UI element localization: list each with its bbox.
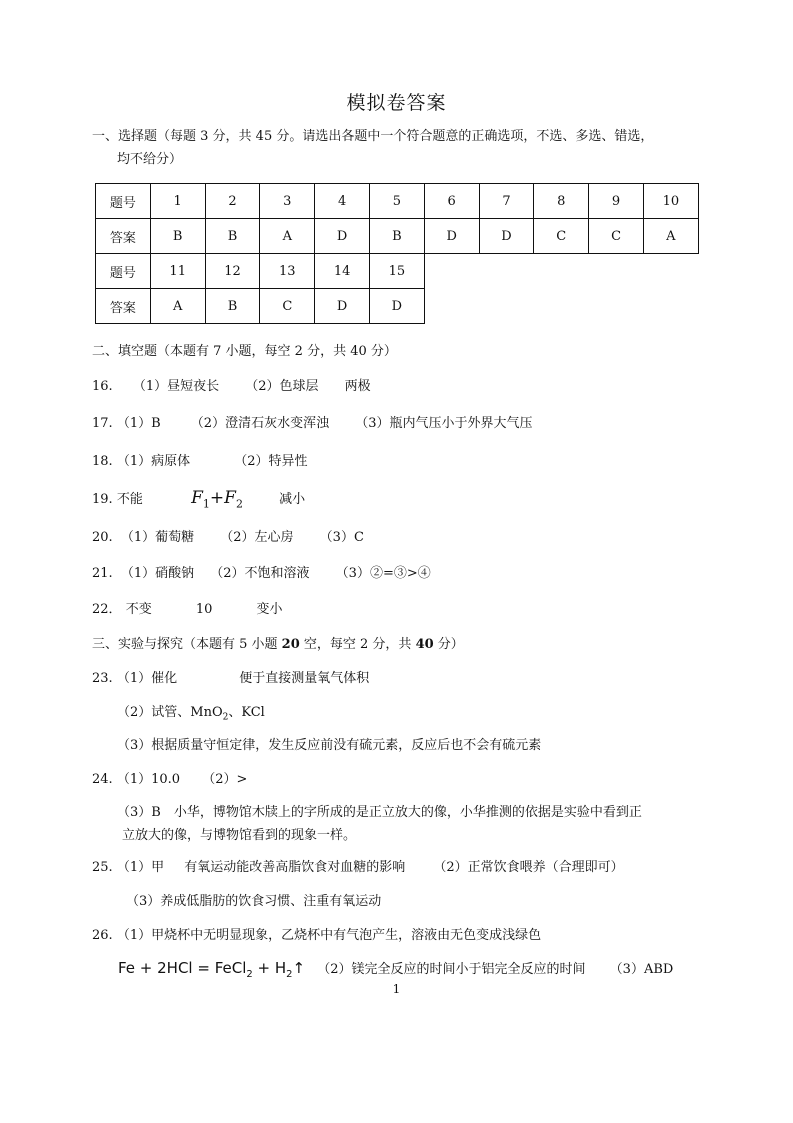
table-row-nums-b xyxy=(96,254,699,289)
table-cell: 7 xyxy=(479,184,534,219)
question-number: 24. xyxy=(92,772,113,787)
answer-part: （3）②=③>④ xyxy=(335,566,431,581)
table-row-ans-a xyxy=(96,219,699,254)
question-26 xyxy=(92,926,541,946)
answer-part: 10 xyxy=(195,602,213,617)
question-number: 19. xyxy=(92,492,113,507)
answer-part: 变小 xyxy=(256,602,283,617)
table-cell: C xyxy=(589,219,644,254)
question-number: 16. xyxy=(92,379,113,394)
question-number: 20. xyxy=(92,530,113,545)
answer-part: （1）葡萄糖 xyxy=(120,530,195,545)
answer-part: （1）病原体 xyxy=(116,454,191,469)
table-cell: 10 xyxy=(643,184,698,219)
table-cell: B xyxy=(205,219,260,254)
table-cell: 3 xyxy=(260,184,315,219)
answer-part: （2）正常饮食喂养（合理即可） xyxy=(433,860,624,875)
question-number: 26. xyxy=(92,928,113,943)
table-cell: 5 xyxy=(369,184,424,219)
answer-part: （2）澄清石灰水变浑浊 xyxy=(190,416,330,431)
table-cell: 14 xyxy=(315,254,370,289)
table-cell: C xyxy=(260,289,315,324)
table-cell: 12 xyxy=(205,254,260,289)
answer-part: 两极 xyxy=(344,379,371,394)
question-number: 21. xyxy=(92,566,113,581)
question-number: 22． xyxy=(92,602,122,617)
force-formula: $F_1+F_2$ xyxy=(191,488,243,511)
question-number: 18. xyxy=(92,454,113,469)
question-16 xyxy=(92,377,371,397)
answer-part: （3）瓶内气压小于外界大气压 xyxy=(355,416,533,431)
answer-part: （1）10.0 xyxy=(116,772,181,787)
answer-part: （2）左心房 xyxy=(220,530,294,545)
answer-part: （2）镁完全反应的时间小于铝完全反应的时间 xyxy=(317,962,586,977)
table-cell: D xyxy=(315,219,370,254)
table-cell: 15 xyxy=(369,254,424,289)
answer-part: 不能 xyxy=(116,492,143,507)
question-18 xyxy=(92,452,308,472)
answer-part: （2）特异性 xyxy=(234,454,308,469)
question-number: 17. xyxy=(92,416,113,431)
answer-part: （2）色球层 xyxy=(245,379,319,394)
row-label: 题号 xyxy=(96,254,151,289)
question-number: 23. xyxy=(92,671,113,686)
page-number: 1 xyxy=(392,982,401,996)
table-cell: B xyxy=(205,289,260,324)
question-21 xyxy=(92,564,431,584)
section3-heading: 三、实验与探究（本题有 5 小题 20 空，每空 2 分，共 40 分） xyxy=(92,637,464,652)
answer-part: （2）不饱和溶液 xyxy=(210,566,310,581)
table-cell: 8 xyxy=(534,184,589,219)
answer-part: 有氧运动能改善高脂饮食对血糖的影响 xyxy=(184,860,406,875)
question-24-part3: （3）B 小华，博物馆木牍上的字所成的是正立放大的像，小华推测的依据是实验中看到正 xyxy=(117,805,642,820)
question-25 xyxy=(92,858,624,878)
table-row-ans-b xyxy=(96,289,699,324)
question-26-line2 xyxy=(118,958,673,985)
question-20 xyxy=(92,528,364,548)
answer-part: （1）催化 xyxy=(116,671,178,686)
section1-heading-cont: 均不给分） xyxy=(117,152,183,167)
question-number: 25. xyxy=(92,860,113,875)
answer-part: （3）C xyxy=(319,530,364,545)
answer-part: （3）ABD xyxy=(609,962,674,977)
question-19 xyxy=(92,488,305,514)
answer-table xyxy=(95,183,699,324)
table-cell: A xyxy=(150,289,205,324)
table-cell: D xyxy=(315,289,370,324)
table-cell: D xyxy=(479,219,534,254)
question-17 xyxy=(92,414,533,434)
answer-part: （2）> xyxy=(202,772,248,787)
answer-part: 减小 xyxy=(279,492,306,507)
answer-part: （1）硝酸钠 xyxy=(120,566,195,581)
table-cell: B xyxy=(150,219,205,254)
answer-part: 便于直接测量氧气体积 xyxy=(239,671,370,686)
row-label: 答案 xyxy=(96,289,151,324)
row-label: 答案 xyxy=(96,219,151,254)
chemical-equation: Fe + 2HCl = FeCl$_2$ + $H_2↑$ xyxy=(118,959,306,980)
table-cell: 4 xyxy=(315,184,370,219)
question-23-part3: （3）根据质量守恒定律，发生反应前没有硫元素，反应后也不会有硫元素 xyxy=(117,738,542,753)
table-cell: A xyxy=(260,219,315,254)
answer-part: （1）甲 xyxy=(116,860,165,875)
table-cell: C xyxy=(534,219,589,254)
answer-part: （1）昼短夜长 xyxy=(132,379,220,394)
answer-part: （1）B xyxy=(116,416,161,431)
question-24 xyxy=(92,770,247,790)
table-cell: D xyxy=(424,219,479,254)
answer-part: 不变 xyxy=(125,602,152,617)
table-cell: B xyxy=(369,219,424,254)
question-22 xyxy=(92,600,283,620)
question-23 xyxy=(92,669,369,689)
table-cell: 11 xyxy=(150,254,205,289)
table-cell: D xyxy=(369,289,424,324)
question-25-part3: （3）养成低脂肪的饮食习惯、注重有氧运动 xyxy=(126,894,382,909)
section1-heading: 一、选择题（每题 3 分，共 45 分。请选出各题中一个符合题意的正确选项，不选、多选、错选， xyxy=(92,129,654,144)
table-row-nums-a xyxy=(96,184,699,219)
question-24-part3-cont: 立放大的像，与博物馆看到的现象一样。 xyxy=(122,828,357,843)
answer-part: （1）甲烧杯中无明显现象，乙烧杯中有气泡产生，溶液由无色变成浅绿色 xyxy=(116,928,542,943)
question-23-part2: （2）试管、MnO$_2$、KCl xyxy=(117,705,265,723)
table-cell: 1 xyxy=(150,184,205,219)
table-cell: 13 xyxy=(260,254,315,289)
section2-heading: 二、填空题（本题有 7 小题，每空 2 分，共 40 分） xyxy=(92,344,397,359)
row-label: 题号 xyxy=(96,184,151,219)
table-cell: A xyxy=(643,219,698,254)
table-cell: 6 xyxy=(424,184,479,219)
table-cell: 2 xyxy=(205,184,260,219)
page-title: 模拟卷答案 xyxy=(346,92,447,114)
table-cell: 9 xyxy=(589,184,644,219)
